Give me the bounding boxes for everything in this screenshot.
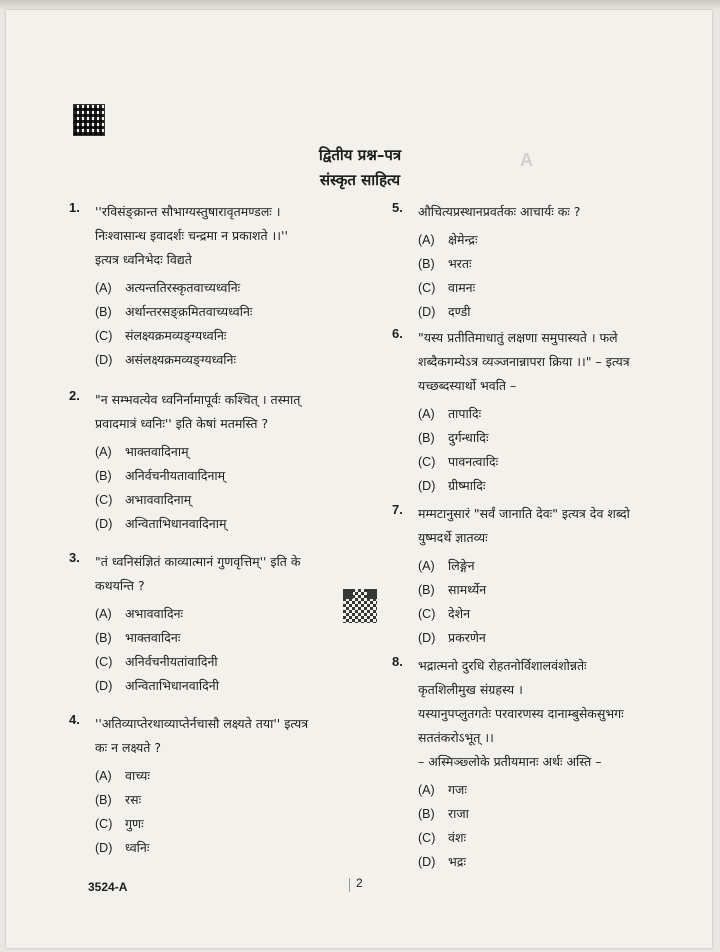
- option-label: (A): [418, 233, 435, 247]
- option-a[interactable]: [95, 440, 387, 464]
- option-label: (B): [95, 793, 112, 807]
- option-a[interactable]: [418, 228, 668, 252]
- option-d[interactable]: [95, 348, 387, 372]
- question-1: [69, 200, 387, 372]
- option-b[interactable]: [95, 788, 387, 812]
- options-list: [95, 764, 387, 860]
- question-text: [95, 200, 387, 272]
- question-number: 5.: [392, 200, 403, 215]
- question-line: युष्मदर्थे ज्ञातव्यः: [418, 530, 488, 545]
- option-text: भद्रः: [448, 854, 466, 869]
- option-b[interactable]: [95, 464, 387, 488]
- question-line: ''रविसंङ्क्रान्त सौभाग्यस्तुषारावृतमण्डलः ।: [95, 204, 281, 219]
- question-text: [418, 200, 668, 224]
- option-c[interactable]: [418, 450, 668, 474]
- question-4: [69, 712, 387, 860]
- option-label: (D): [95, 679, 113, 693]
- option-a[interactable]: [418, 778, 668, 802]
- option-text: अभाववादिनः: [125, 606, 184, 621]
- option-b[interactable]: [418, 578, 668, 602]
- option-a[interactable]: [418, 402, 668, 426]
- option-d[interactable]: [95, 836, 387, 860]
- option-text: वंशः: [448, 830, 466, 845]
- question-text: [418, 326, 668, 398]
- option-b[interactable]: [95, 626, 387, 650]
- option-label: (D): [418, 855, 436, 869]
- paper-title: द्वितीय प्रश्न–पत्र: [318, 146, 402, 164]
- option-text: अन्विताभिधानवादिनी: [125, 678, 219, 693]
- question-line: "तं ध्वनिसंज्ञितं काव्यात्मानं गुणवृत्तिम्'' इति के: [95, 554, 301, 569]
- option-text: भरतः: [448, 256, 472, 271]
- option-label: (D): [418, 479, 436, 493]
- question-line: प्रवादमात्रं ध्वनिः'' इति केषां मतमस्ति ?: [95, 416, 269, 431]
- option-d[interactable]: [95, 512, 387, 536]
- question-line: मम्मटानुसारं "सर्वं जानाति देवः" इत्यत्र देव शब्दो: [418, 506, 630, 521]
- barcode-icon: [73, 104, 105, 136]
- option-text: प्रकरणेन: [448, 630, 486, 645]
- option-label: (C): [418, 607, 436, 621]
- option-label: (C): [95, 329, 113, 343]
- option-c[interactable]: [95, 812, 387, 836]
- option-a[interactable]: [95, 764, 387, 788]
- question-line: यच्छब्दस्यार्थो भवति –: [418, 378, 517, 393]
- option-b[interactable]: [95, 300, 387, 324]
- question-8: [392, 654, 668, 874]
- option-b[interactable]: [418, 252, 668, 276]
- option-text: राजा: [448, 806, 469, 821]
- option-label: (B): [418, 583, 435, 597]
- option-a[interactable]: [418, 554, 668, 578]
- option-text: गुणः: [125, 816, 144, 831]
- option-c[interactable]: [95, 488, 387, 512]
- option-d[interactable]: [418, 300, 668, 324]
- option-text: वाच्यः: [125, 768, 150, 783]
- option-b[interactable]: [418, 426, 668, 450]
- question-6: [392, 326, 668, 498]
- option-label: (C): [95, 493, 113, 507]
- option-label: (A): [418, 783, 435, 797]
- question-number: 4.: [69, 712, 80, 727]
- option-text: देशेन: [448, 606, 471, 621]
- option-label: (C): [418, 281, 436, 295]
- option-label: (B): [95, 305, 112, 319]
- option-label: (A): [418, 559, 435, 573]
- option-text: पावनत्वादिः: [448, 454, 499, 469]
- option-label: (A): [418, 407, 435, 421]
- qr-code-icon: [343, 589, 377, 623]
- option-label: (D): [418, 631, 436, 645]
- option-text: गजः: [448, 782, 467, 797]
- top-edge: [0, 0, 720, 10]
- question-5: [392, 200, 668, 324]
- booklet-code: 3524-A: [88, 880, 128, 894]
- option-text: तापादिः: [448, 406, 482, 421]
- options-list: [95, 440, 387, 536]
- question-line: "न सम्भवत्येव ध्वनिर्नामापूर्वः कश्चित् । तस्मात्: [95, 392, 301, 407]
- option-c[interactable]: [95, 324, 387, 348]
- question-line: शब्दैकगम्येऽत्र व्यञ्जनान्नापरा क्रिया ।।" – इत्यत्र: [418, 354, 630, 369]
- option-label: (C): [418, 455, 436, 469]
- option-d[interactable]: [418, 850, 668, 874]
- option-label: (B): [418, 257, 435, 271]
- question-2: [69, 388, 387, 536]
- option-c[interactable]: [95, 650, 387, 674]
- option-c[interactable]: [418, 276, 668, 300]
- option-label: (A): [95, 607, 112, 621]
- question-line: निःश्वासान्ध इवादर्शः चन्द्रमा न प्रकाशते ।।'': [95, 228, 288, 243]
- question-number: 2.: [69, 388, 80, 403]
- question-line: औचित्यप्रस्थानप्रवर्तकः आचार्यः कः ?: [418, 204, 581, 219]
- question-line: "यस्य प्रतीतिमाधातुं लक्षणा समुपास्यते । फले: [418, 330, 618, 345]
- option-label: (D): [95, 353, 113, 367]
- paper-subject: संस्कृत साहित्य: [319, 171, 401, 189]
- options-list: [418, 228, 668, 324]
- option-label: (C): [95, 817, 113, 831]
- option-text: दण्डी: [448, 304, 471, 319]
- option-text: क्षेमेन्द्रः: [448, 232, 478, 247]
- page-number: 2: [356, 876, 363, 890]
- option-c[interactable]: [418, 826, 668, 850]
- question-line: इत्यत्र ध्वनिभेदः विद्यते: [95, 252, 192, 267]
- option-text: ग्रीष्मादिः: [448, 478, 486, 493]
- option-text: रसः: [125, 792, 142, 807]
- option-label: (A): [95, 445, 112, 459]
- question-line: भद्रात्मनो दुरधि रोहतनोर्विशालवंशोन्नतेः: [418, 658, 587, 673]
- options-list: [418, 402, 668, 498]
- option-d[interactable]: [418, 474, 668, 498]
- option-text: भाक्तवादिनः: [125, 630, 181, 645]
- option-label: (B): [95, 631, 112, 645]
- option-d[interactable]: [95, 674, 387, 698]
- question-line: कथयन्ति ?: [95, 578, 145, 593]
- option-text: भाक्तवादिनाम्: [125, 444, 189, 459]
- option-label: (C): [95, 655, 113, 669]
- question-text: [95, 388, 387, 436]
- question-line: – अस्मिञ्छ्लोके प्रतीयमानः अर्थः अस्ति –: [418, 754, 602, 769]
- option-a[interactable]: [95, 276, 387, 300]
- option-text: लिङ्गेन: [448, 558, 475, 573]
- option-d[interactable]: [418, 626, 668, 650]
- option-label: (D): [418, 305, 436, 319]
- option-label: (B): [95, 469, 112, 483]
- option-label: (B): [418, 431, 435, 445]
- question-number: 3.: [69, 550, 80, 565]
- options-list: [418, 778, 668, 874]
- option-label: (C): [418, 831, 436, 845]
- option-text: ध्वनिः: [125, 840, 150, 855]
- question-line: कः न लक्ष्यते ?: [95, 740, 162, 755]
- question-line: ''अतिव्याप्तेरथाव्याप्तेर्नचासौ लक्ष्यते तया'' इत्यत्र: [95, 716, 309, 731]
- question-line: सततंकरोऽभूत् ।।: [418, 730, 494, 745]
- option-label: (A): [95, 281, 112, 295]
- question-text: [418, 502, 668, 550]
- question-line: कृतशिलीमुख संग्रहस्य ।: [418, 682, 523, 697]
- question-number: 8.: [392, 654, 403, 669]
- bleed-through-mark: A: [520, 150, 533, 170]
- options-list: [95, 276, 387, 372]
- question-number: 1.: [69, 200, 80, 215]
- question-line: यस्यानुपप्लुतगतेः परवारणस्य दानाम्बुसेकसुभगः: [418, 706, 624, 721]
- question-text: [95, 712, 387, 760]
- question-text: [418, 654, 668, 774]
- question-number: 6.: [392, 326, 403, 341]
- option-text: संलक्ष्यक्रमव्यङ्ग्यध्वनिः: [125, 328, 227, 343]
- option-text: अन्विताभिधानवादिनाम्: [125, 516, 227, 531]
- option-text: अर्थान्तरसङ्क्रमितवाच्यध्वनिः: [125, 304, 253, 319]
- option-label: (D): [95, 841, 113, 855]
- option-label: (D): [95, 517, 113, 531]
- option-text: वामनः: [448, 280, 476, 295]
- option-text: असंलक्ष्यक्रमव्यङ्ग्यध्वनिः: [125, 352, 236, 367]
- option-text: अत्यन्ततिरस्कृतवाच्यध्वनिः: [125, 280, 241, 295]
- option-text: अनिर्वचनीयतांवादिनी: [125, 654, 218, 669]
- option-text: अभाववादिनाम्: [125, 492, 192, 507]
- question-3: [69, 550, 387, 698]
- question-number: 7.: [392, 502, 403, 517]
- question-7: [392, 502, 668, 650]
- option-text: सामर्थ्येन: [448, 582, 487, 597]
- option-label: (A): [95, 769, 112, 783]
- option-text: दुर्गन्धादिः: [448, 430, 489, 445]
- footer-divider: [349, 878, 350, 892]
- option-label: (B): [418, 807, 435, 821]
- option-text: अनिर्वचनीयतावादिनाम्: [125, 468, 226, 483]
- options-list: [418, 554, 668, 650]
- option-b[interactable]: [418, 802, 668, 826]
- option-c[interactable]: [418, 602, 668, 626]
